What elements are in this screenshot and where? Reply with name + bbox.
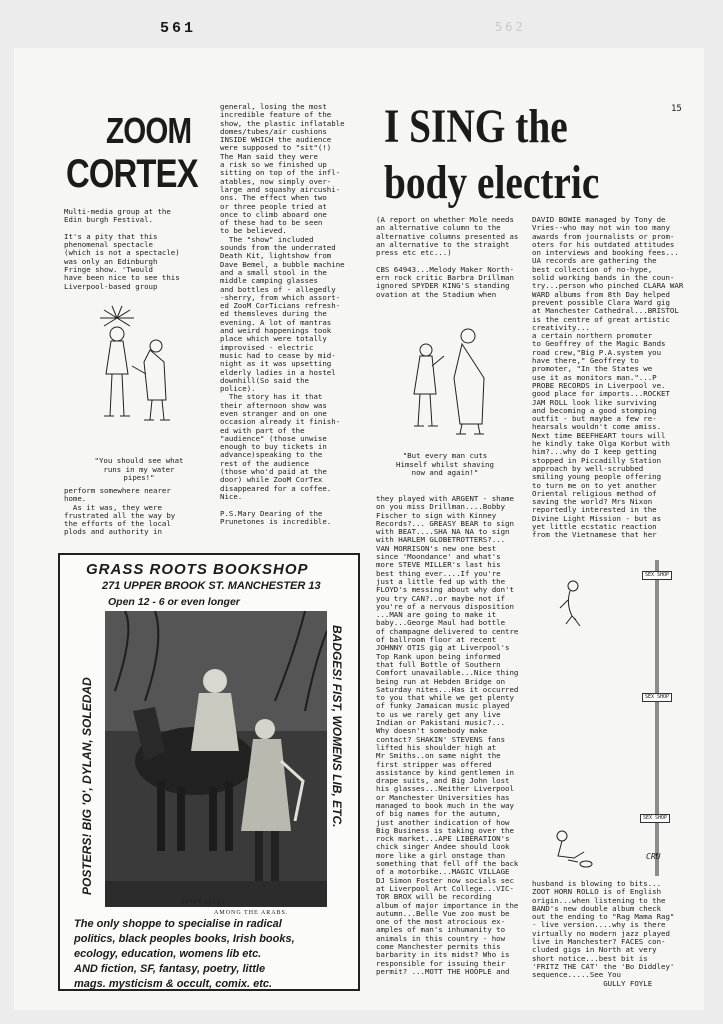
bookshop-badges-side-text: BADGES! FIST, WOMENS LIB, ETC. [330, 625, 344, 828]
sex-shop-sign: SEX SHOP [642, 571, 672, 580]
i-sing-final-column: husband is blowing to bits... ZOOT HORN ROLLO is of English origin...when listening to the BAND's new double album check out the ending to "Rag Mama Rag" - live version....why is there virtually no modern jazz played live in Manchester? FACES con- cluded gigs in North at very short notice...best bit is 'FRITZ THE CAT' the 'Bo Diddley' sequence.....See You GULLY FOYLE [532, 880, 675, 988]
among-the-arabs-engraving [105, 611, 327, 907]
sex-shop-cartoon-strip [548, 560, 678, 876]
grass-roots-bookshop-ad [58, 553, 360, 991]
i-sing-lower-column: they played with ARGENT - shame on you miss Drillman....Bobby Fischer to sign with Kinney Records?... GREASY BEAR to sign with BEAT....SHA NA NA to sign with HARLEM GLOBETROTTERS?... VAN MORRISON's new one best since 'Moondance' and what's more STEVE MILLER's last his best thing ever....If you're just a little fed up with the FLOYD's messing about why don't you try CAN?..or maybe not if you're of a nervous disposition ...MAN are going to make it baby...George Maul had bottle of champagne delivered to centre of ballroom floor at recent JOHNNY OTIS gig at Liverpool's Top Rank upon being informed that full Bottle of Southern Comfort unavailable...Nice thing being run at Hebden Bridge on Saturday nites...Has it occurred to you that while we get plenty of funky Jamaican music played to us we rarely get any live Indian or Pakistani music?... Why doesn't somebody make contact? SHAKIN' STEVENS fans lifted his shoulder high at Mr Smiths..on same night the first stripper was offered assistance by kind gentlemen in drape suits, and Big John lost his glasses...Neither Liverpool or Manchester Universities has managed to book much in the way of big names for the autumn, just another indication of how Big Business is taking over the rock market...APE LIBERATION's chick singer Andee should look more like a girl onstage than something that fell off the back of a motorbike...MAGIC VILLAGE DJ Simon Foster now socials sec at Liverpool Art College...VIC- TOR BROX will be recording album of major importance in the autumn...Belle Vue zoo must be one of the most atrocious ex- amples of man's inhumanity to animals in this country - how come Manchester permits this barbarity in its midst? Who is responsible for issuing their permit? ...MOTT THE HOOPLE and [376, 495, 519, 976]
radiant-lines-icon [100, 306, 134, 326]
bookshop-tagline: The only shoppe to specialise in radical politics, black peoples books, Irish books, ecology, education, womens lib etc. AND fiction, SF, fantasy, poetry, little mags. mysticism & occult, comix. etc. [74, 918, 295, 990]
sex-shop-sign-2: SEX SHOP [642, 693, 672, 702]
zoom-cortex-lead: Multi-media group at the Edin burgh Festival. It's a pity that this phenomenal spectacle (which is not a spectacle) was only an Edinburgh Fringe show. 'Twould have been nice to see this Liverpool-based group [64, 208, 180, 291]
page-number: 561 [160, 20, 197, 37]
page-mark: 15 [671, 104, 682, 114]
bookshop-address: 271 UPPER BROOK ST. MANCHESTER 13 [102, 580, 321, 592]
bookshop-name: GRASS ROOTS BOOKSHOP [86, 561, 309, 578]
cartoon-shaving-men-illustration [404, 316, 504, 440]
i-sing-headline-line1: I SING the [384, 100, 568, 153]
cartoon-two-men-illustration [84, 304, 194, 434]
i-sing-right-column: DAVID BOWIE managed by Tony de Vries--who may not win too many awards from journalists or prom- oters for his outdated attitudes on interviews and booking fees... UA records are gathering the best collection of no-hype, solid working bands in the coun- try...person who pinched CLARA WAR WARD albums from 8th Day helped prevent possible Clara Ward gig at Manchester Cathedral...BRISTOL is the centre of great artistic creativity... a certain northern promoter to Geoffrey of the Magic Bands road crew,"Big P.A.system you have there," Geoffrey to promoter, "In the States we use it as monitors man."...P PROBE RECORDS in Liverpool ve. good place for imports...ROCKET JAM ROLL look like surviving and becoming a good stomping outfit - but maybe a few re- hearsals wouldn't come amiss. Next time BEEFHEART tours will he kindly take Olga Korbut with him?...why do I keep getting stopped in Piccadilly Station approach by well-scrubbed smiling young people offering to turn me on to yet another Oriental religious method of saving the world? Mrs Nixon reportedly interested in the Divine Light Mission - but as yet little ecstatic reaction from the Vietnamese that her [532, 216, 684, 540]
i-sing-cartoon-caption: "But every man cuts Himself whilst shaving now and again!" [396, 451, 494, 478]
i-sing-intro: (A report on whether Mole needs an alternative column to the alternative columns presented as an alternative to the straight press etc etc...) CBS 64943...Melody Maker North- ern rock critic Barbra Drillman ignored SPYDER KING'S standing ovation at the Stadium when [376, 216, 519, 299]
cartoonist-signature: CRU [646, 852, 661, 861]
zoom-cortex-title-line1: ZOOM [106, 110, 192, 151]
bleed-through-page-number: 562 [495, 20, 526, 34]
zoom-cortex-continued: perform somewhere nearer home. As it was, they were frustrated all the way by the efforts of the local plods and authority in [64, 487, 176, 537]
bookshop-posters-side-text: POSTERS! BIG 'O', DYLAN, SOLEDAD [80, 677, 94, 895]
zoom-cortex-cartoon-caption: "You should see what runs in my water pipes!" [94, 456, 184, 483]
engraving-credit: BLAKE SCULL [181, 900, 226, 905]
i-sing-headline-line2: body electric [384, 156, 600, 209]
sex-shop-sign-3: SEX SHOP [640, 814, 670, 823]
engraving-caption: AMONG THE ARABS. [214, 910, 289, 916]
zoom-cortex-column-2: general, losing the most incredible feature of the show, the plastic inflatable domes/tubes/air cushions INSIDE WHICH the audience were supposed to "sit"(!) The Man said they were a risk so we finished up sitting on top of the infl- atables, now simply over- large and squashy aircushi- ons. The effect when two or three people tried at once to climb aboard one of these had to be seen to be believed. The "show" included sounds from the underrated Death Kit, lightshow from Dave Bemel, a bubble machine and a small stool in the middle camping glasses and bottles of - allegedly -sherry, from which assort- ed ZooM CorTicians refresh- ed themsleves during the evening. A lot of mantras and weird happenings took place which were totally improvised - electric music had to cease by mid- night as it was upsetting elderly ladies in a hostel downhill(So said the police). The story has it that their afternoon show was even stranger and on one occasion already it finish- ed with part of the "audience" (those unwise enough to buy tickets in advance)speaking to the rest of the audience (those who'd paid at the door) while ZooM CorTex disappeared for a coffee. Nice. P.S.Mary Dearing of the Prunetones is incredible. [220, 103, 345, 526]
bookshop-hours: Open 12 - 6 or even longer [108, 596, 240, 608]
zoom-cortex-title-line2: CORTEX [66, 152, 198, 196]
